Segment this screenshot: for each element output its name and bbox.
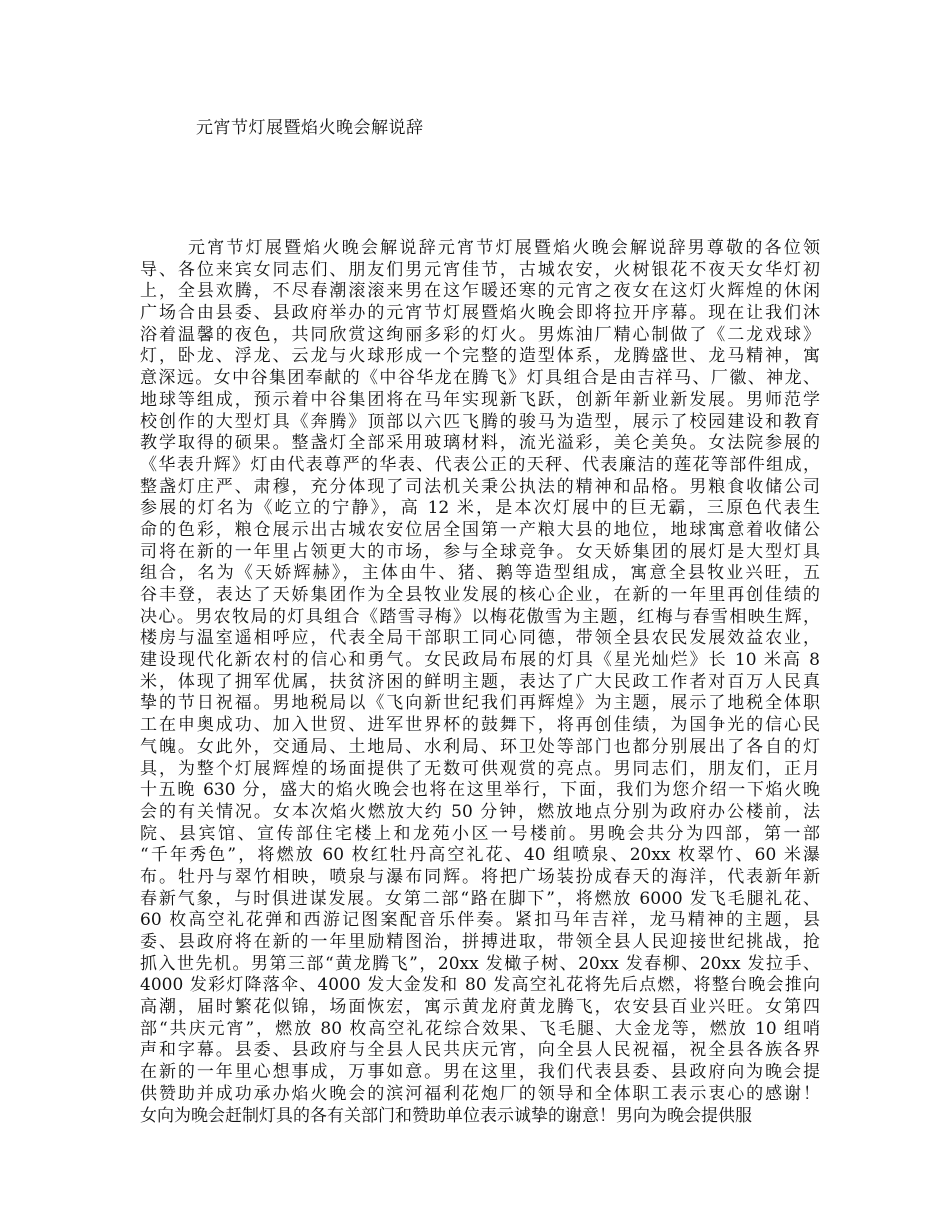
body-text-line: 工在申奥成功、加入世贸、进军世界杯的鼓舞下，将再创佳绩，为国争光的信心民 xyxy=(140,715,820,736)
body-text-line: 元宵节灯展暨焰火晚会解说辞元宵节灯展暨焰火晚会解说辞男尊敬的各位领 xyxy=(188,238,820,258)
body-text-line: 组合，名为《天娇辉赫》，主体由牛、猪、鹅等造型组成，寓意全县牧业兴旺，五 xyxy=(140,563,820,584)
body-text-line: 楼房与温室遥相呼应，代表全局干部职工同心同德，带领全县农民发展效益农业， xyxy=(140,628,820,649)
body-text-line: 春新气象，与时俱进谋发展。女第二部“路在脚下”，将燃放 6000 发飞毛腿礼花、 xyxy=(140,888,820,909)
body-text-line: 院、县宾馆、宣传部住宅楼上和龙苑小区一号楼前。男晚会共分为四部，第一部 xyxy=(140,823,820,844)
body-text-line: 挚的节日祝福。男地税局以《飞向新世纪我们再辉煌》为主题，展示了地税全体职 xyxy=(140,693,820,714)
body-text-line: 在新的一年里心想事成，万事如意。男在这里，我们代表县委、县政府向为晚会提 xyxy=(140,1062,820,1083)
body-text-line: 4000 发彩灯降落伞、4000 发大金发和 80 发高空礼花将先后点燃，将整台晚会推向 xyxy=(140,975,820,996)
body-text-line: 参展的灯名为《屹立的宁静》，高 12 米，是本次灯展中的巨无霸，三原色代表生 xyxy=(140,498,820,519)
body-text-line: 高潮，届时繁花似锦，场面恢宏，寓示黄龙府黄龙腾飞，农安县百业兴旺。女第四 xyxy=(140,997,820,1018)
body-text-line: 教学取得的硕果。整盏灯全部采用玻璃材料，流光溢彩，美仑美奂。女法院参展的 xyxy=(140,433,820,454)
body-text-line: 供赞助并成功承办焰火晚会的滨河福利花炮厂的领导和全体职工表示衷心的感谢！ xyxy=(140,1083,820,1104)
body-text-line: 建设现代化新农村的信心和勇气。女民政局布展的灯具《星光灿烂》长 10 米高 8 xyxy=(140,650,820,671)
body-text-line: 抓入世先机。男第三部“黄龙腾飞”，20xx 发橄子树、20xx 发春柳、20xx 发拉手、 xyxy=(140,953,820,974)
body-text-line: 会的有关情况。女本次焰火燃放大约 50 分钟，燃放地点分别为政府办公楼前，法 xyxy=(140,801,820,822)
body-text-line: 布。牡丹与翠竹相映，喷泉与瀑布同辉。将把广场装扮成春天的海洋，代表新年新 xyxy=(140,866,820,887)
body-text-line: 广场合由县委、县政府举办的元宵节灯展暨焰火晚会即将拉开序幕。现在让我们沐 xyxy=(140,303,820,324)
body-text-line: 命的色彩，粮仓展示出古城农安位居全国第一产粮大县的地位，地球寓意着收储公 xyxy=(140,519,820,540)
body-text-line: 灯，卧龙、浮龙、云龙与火球形成一个完整的造型体系，龙腾盛世、龙马精神，寓 xyxy=(140,346,820,367)
document-title: 元宵节灯展暨焰火晚会解说辞 xyxy=(196,118,424,138)
body-text-line: 决心。男农牧局的灯具组合《踏雪寻梅》以梅花傲雪为主题，红梅与春雪相映生辉， xyxy=(140,606,820,627)
body-text-line: 上，全县欢腾，不尽春潮滚滚来男在这乍暖还寒的元宵之夜女在这灯火辉煌的休闲 xyxy=(140,281,820,302)
body-text-line: 谷丰登，表达了天娇集团作为全县牧业发展的核心企业，在新的一年里再创佳绩的 xyxy=(140,585,820,605)
body-text-line: 导、各位来宾女同志们、朋友们男元宵佳节，古城农安，火树银花不夜天女华灯初 xyxy=(140,259,820,280)
body-text-line: “千年秀色”，将燃放 60 枚红牡丹高空礼花、40 组喷泉、20xx 枚翠竹、60 米瀑 xyxy=(140,845,820,866)
body-text-line: 意深远。女中谷集团奉献的《中谷华龙在腾飞》灯具组合是由吉祥马、厂徽、神龙、 xyxy=(140,368,820,389)
body-text-line: 气魄。女此外，交通局、土地局、水利局、环卫处等部门也都分别展出了各自的灯 xyxy=(140,736,820,757)
body-text-line: 十五晚 630 分，盛大的焰火晚会也将在这里举行，下面，我们为您介绍一下焰火晚 xyxy=(140,780,820,801)
body-text-line: 女向为晚会赶制灯具的各有关部门和赞助单位表示诚挚的谢意！男向为晚会提供服 xyxy=(140,1105,752,1126)
body-text-line: 整盏灯庄严、肃穆，充分体现了司法机关秉公执法的精神和品格。男粮食收储公司 xyxy=(140,476,820,497)
body-text-line: 米，体现了拥军优属，扶贫济困的鲜明主题，表达了广大民政工作者对百万人民真 xyxy=(140,671,820,692)
body-text-line: 委、县政府将在新的一年里励精图治，拼搏进取，带领全县人民迎接世纪挑战，抢 xyxy=(140,932,820,952)
document-body xyxy=(140,238,820,1127)
body-text-line: 校创作的大型灯具《奔腾》顶部以六匹飞腾的骏马为造型，展示了校园建设和教育 xyxy=(140,411,820,432)
body-text-line: 地球等组成，预示着中谷集团将在马年实现新飞跃，创新年新业新发展。男师范学 xyxy=(140,389,820,410)
body-text-line: 具，为整个灯展辉煌的场面提供了无数可供观赏的亮点。男同志们，朋友们，正月 xyxy=(140,758,820,779)
body-text-line: 司将在新的一年里占领更大的市场，参与全球竞争。女天娇集团的展灯是大型灯具 xyxy=(140,541,820,562)
body-text-line: 浴着温馨的夜色，共同欣赏这绚丽多彩的灯火。男炼油厂精心制做了《二龙戏球》 xyxy=(140,324,820,345)
body-text-line: 60 枚高空礼花弹和西游记图案配音乐伴奏。紧扣马年吉祥，龙马精神的主题，县 xyxy=(140,910,820,931)
body-text-line: 声和字幕。县委、县政府与全县人民共庆元宵，向全县人民祝福，祝全县各族各界 xyxy=(140,1040,820,1061)
body-text-line: 《华表升辉》灯由代表尊严的华表、代表公正的天秤、代表廉洁的莲花等部件组成， xyxy=(140,454,820,475)
body-text-line: 部“共庆元宵”，燃放 80 枚高空礼花综合效果、飞毛腿、大金龙等，燃放 10 组哨 xyxy=(140,1018,820,1039)
